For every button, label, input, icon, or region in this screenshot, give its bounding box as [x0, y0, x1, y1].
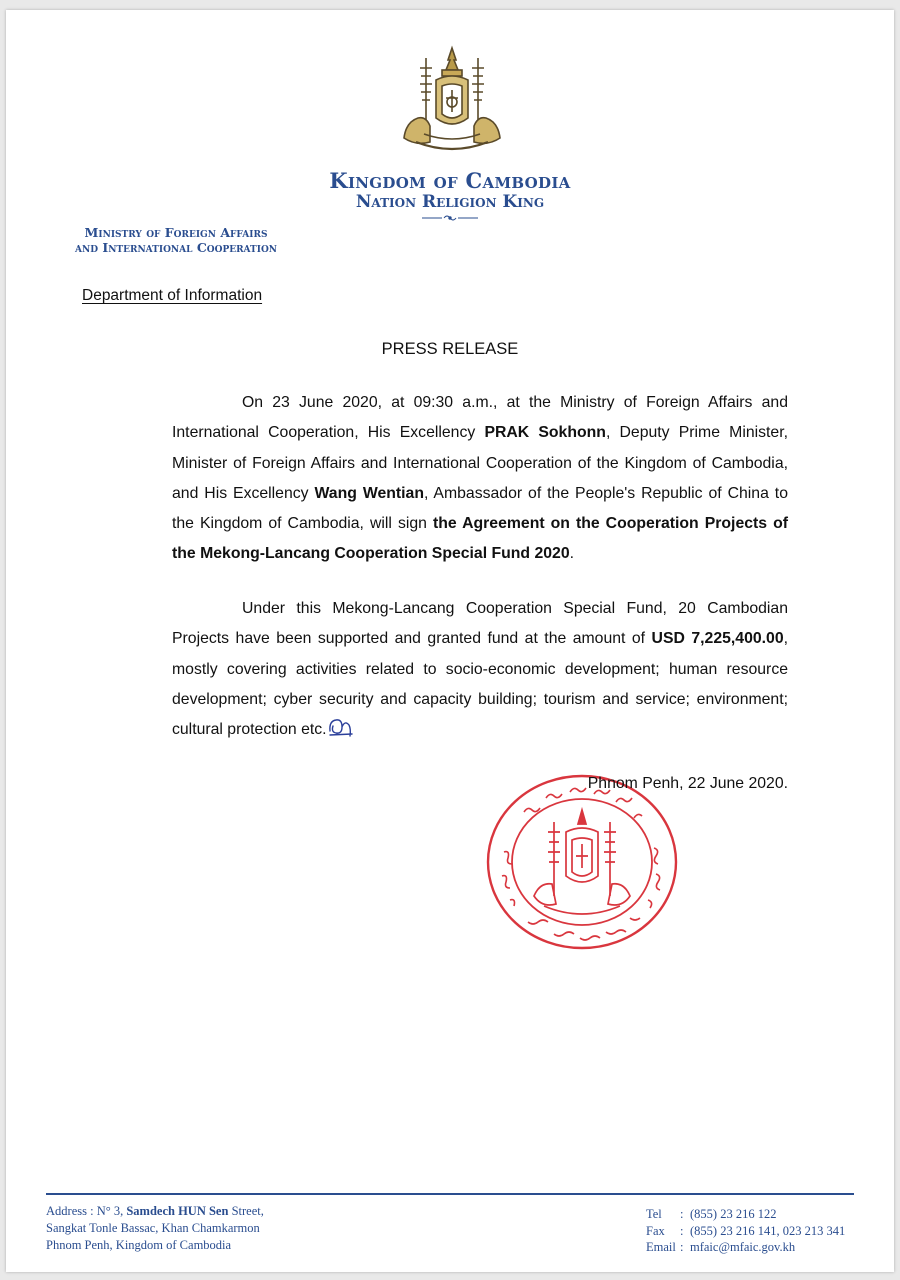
p1-bold-name-1: PRAK Sokhonn [484, 424, 606, 442]
address-street-suffix: Street, [228, 1204, 264, 1218]
p1-bold-name-2: Wang Wentian [314, 484, 424, 502]
email-label: Email [646, 1240, 676, 1254]
p2-bold-amount: USD 7,225,400.00 [651, 630, 784, 648]
ornament-divider-icon [420, 214, 480, 222]
address-line-2: Sangkat Tonle Bassac, Khan Chamkarmon [46, 1221, 260, 1235]
p2-text-1: Under this Mekong-Lancang Cooperation Special Fund, 20 Cambodian Projects have been supported and granted fund at the amount of [172, 600, 788, 648]
p1-text-2: , Deputy Prime Minister, Minister of Foreign Affairs and International Cooperation of the Kingdom of Cambodia, and His Excellency [172, 424, 788, 502]
fax-row [646, 1223, 845, 1240]
address-line-3: Phnom Penh, Kingdom of Cambodia [46, 1238, 232, 1252]
colon: : [680, 1207, 684, 1221]
document-page [6, 10, 894, 1272]
address-street-name: Samdech HUN Sen [126, 1204, 229, 1218]
tel-row [646, 1206, 845, 1223]
p1-text-4: . [569, 545, 575, 563]
document-title: PRESS RELEASE [381, 340, 519, 358]
department-label: Department of Information [82, 287, 263, 304]
footer-divider [46, 1193, 854, 1195]
address-line-1 [46, 1203, 264, 1220]
p1-text-1: On 23 June 2020, at 09:30 a.m., at the Ministry of Foreign Affairs and International Cooperation, His Excellency [172, 394, 788, 442]
email-row [646, 1239, 845, 1256]
address-prefix: Address : N° 3, [46, 1204, 127, 1218]
tel-label: Tel [646, 1207, 662, 1221]
royal-arms-emblem-icon [396, 44, 508, 156]
official-seal-icon [484, 772, 680, 952]
fax-label: Fax [646, 1223, 665, 1238]
ministry-line-2: and International Cooperation [74, 240, 278, 255]
tel-value: (855) 23 216 122 [690, 1207, 777, 1221]
place-and-date: Phnom Penh, 22 June 2020. [587, 775, 788, 792]
body-paragraph-2 [172, 594, 788, 745]
colon: : [680, 1223, 684, 1238]
national-motto: Nation Religion King [355, 192, 545, 212]
ministry-line-1: Ministry of Foreign Affairs [84, 225, 268, 240]
footer-address [46, 1203, 264, 1254]
footer-contact [646, 1206, 845, 1256]
p2-text-2: , mostly covering activities related to socio-economic development; human resource development; cyber security and capacity building; tourism and service; environment; cultural protection etc. [172, 630, 788, 739]
fax-value: (855) 23 216 141, 023 213 341 [690, 1223, 846, 1238]
p1-bold-agreement: the Agreement on the Cooperation Projects of the Mekong-Lancang Cooperation Special Fund 2020 [172, 515, 788, 563]
handwritten-initial-mark-icon [327, 717, 357, 739]
country-name: Kingdom of Cambodia [329, 168, 571, 193]
colon: : [680, 1240, 684, 1254]
ministry-name [36, 225, 316, 255]
body-paragraph-1 [172, 388, 788, 570]
email-value: mfaic@mfaic.gov.kh [690, 1240, 796, 1254]
p1-text-3: , Ambassador of the People's Republic of China to the Kingdom of Cambodia, will sign [172, 484, 788, 533]
